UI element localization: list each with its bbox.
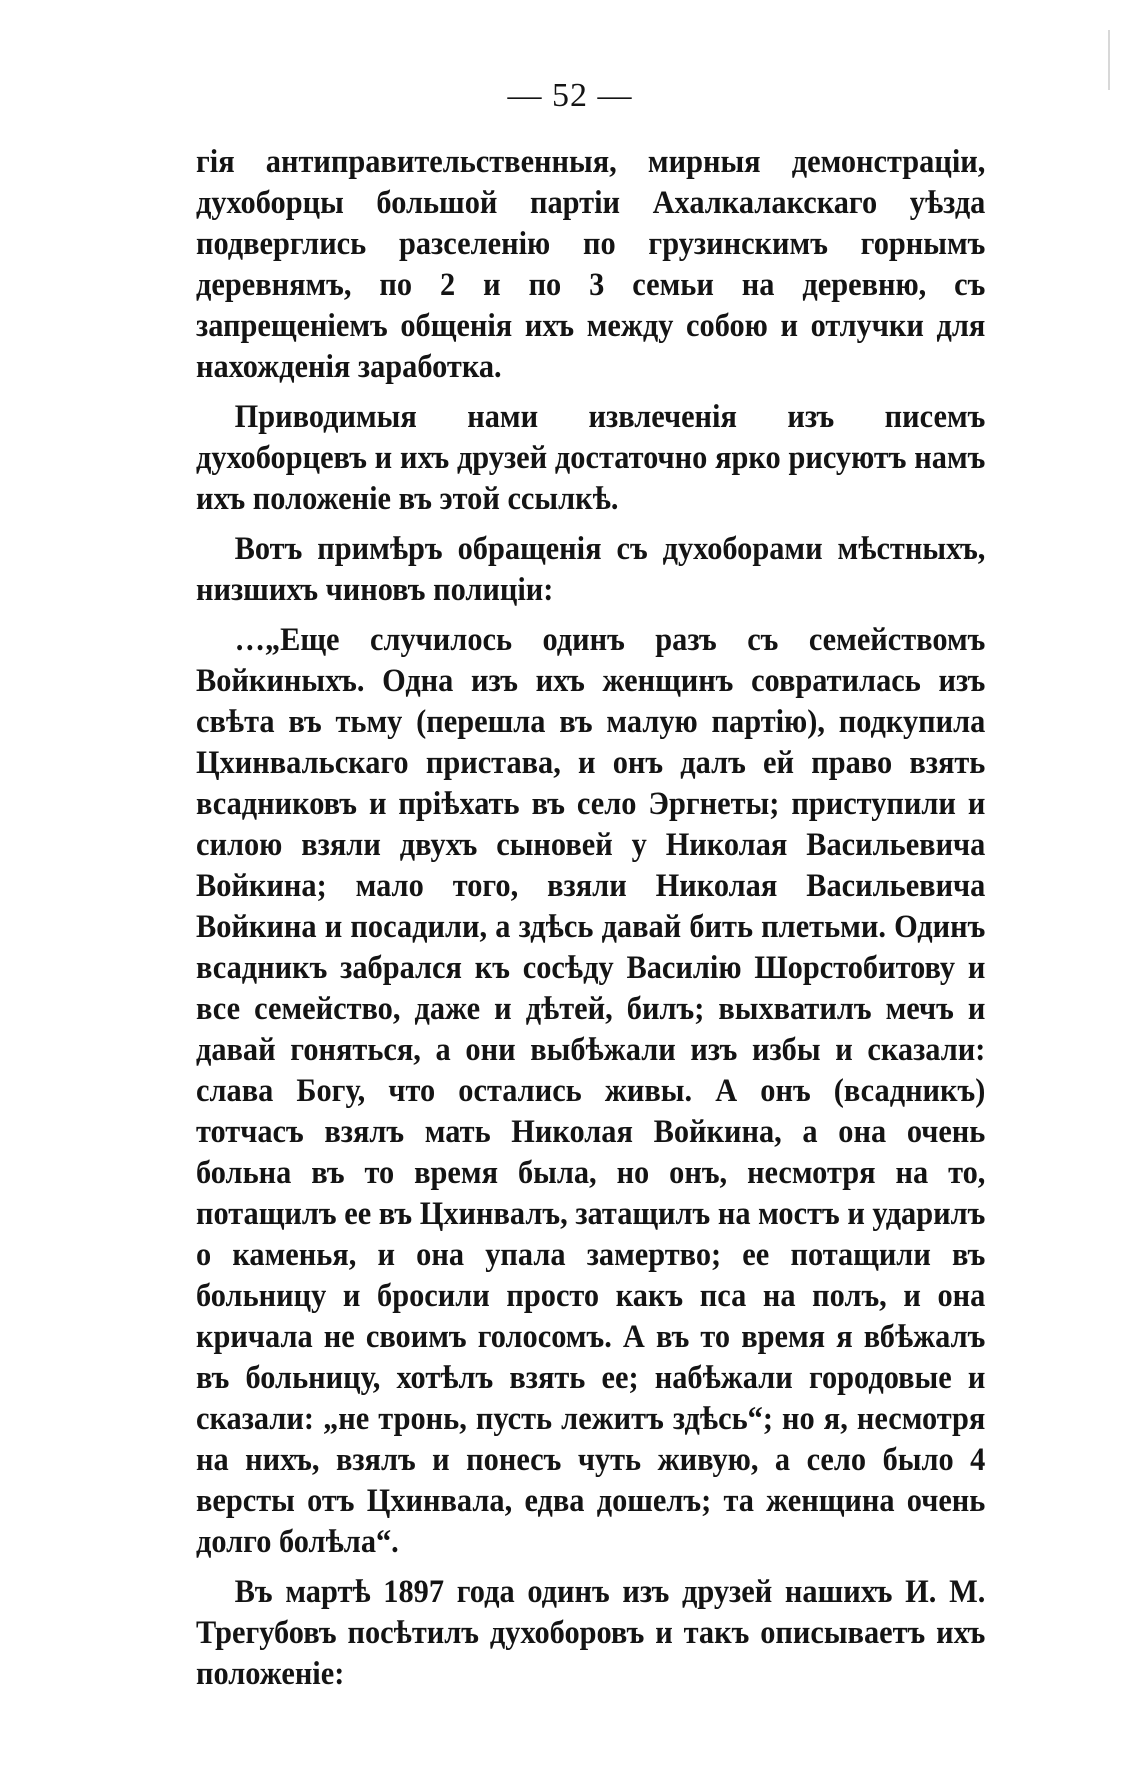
body-text (196, 142, 985, 1704)
paragraph-tregubov-visit: Въ мартѣ 1897 года одинъ изъ друзей нашихъ И. М. Трегубовъ посѣтилъ духоборовъ и такъ описываетъ ихъ положеніе: (196, 1574, 986, 1692)
page-number: — 52 — (507, 77, 633, 114)
paragraph-quoted-letter: …„Еще случилось одинъ разъ съ семействомъ Войкиныхъ. Одна изъ ихъ женщинъ совратилась изъ свѣта въ тьму (перешла въ малую партію), подкупила Цхинвальскаго пристава, и онъ далъ ей право взять всадниковъ и пріѣхать въ село Эргнеты; приступили и силою взяли двухъ сыновей у Николая Васильевича Войкина; мало того, взяли Николая Васильевича Войкина и посадили, а здѣсь давай бить плетьми. Одинъ всадникъ забрался къ сосѣду Василію Шорстобитову и все семейство, даже и дѣтей, билъ; выхватилъ мечъ и давай гоняться, а они выбѣжали изъ избы и сказали: слава Богу, что остались живы. А онъ (всадникъ) тотчасъ взялъ мать Николая Войкина, а она очень больна въ то время была, но онъ, несмотря на то, потащилъ ее въ Цхинвалъ, затащилъ на мостъ и ударилъ о каменья, и она упала замертво; ее потащили въ больницу и бросили просто какъ пса на полъ, и она кричала не своимъ голосомъ. А въ то время я вбѣжалъ въ больницу, хотѣлъ взять ее; набѣжали городовые и сказали: „не тронь, пусть лежитъ здѣсь“; но я, несмотря на нихъ, взялъ и понесъ чуть живую, а село было 4 версты отъ Цхинвала, едва дошелъ; та женщина очень долго болѣла“. (196, 622, 986, 1560)
paragraph-letters-intro: Приводимыя нами извлеченія изъ писемъ духоборцевъ и ихъ друзей достаточно ярко рисуютъ намъ ихъ положеніе въ этой ссылкѣ. (196, 399, 986, 517)
paragraph-continuation: гія антиправительственныя, мирныя демонстраціи, духоборцы большой партіи Ахалкалакскаго уѣзда подверглись разселенію по грузинскимъ горнымъ деревнямъ, по 2 и по 3 семьи на деревню, съ запрещеніемъ общенія ихъ между собою и отлучки для нахожденія заработка. (196, 144, 986, 385)
paragraph-example-intro: Вотъ примѣръ обращенія съ духоборами мѣстныхъ, низшихъ чиновъ полиціи: (196, 531, 986, 608)
